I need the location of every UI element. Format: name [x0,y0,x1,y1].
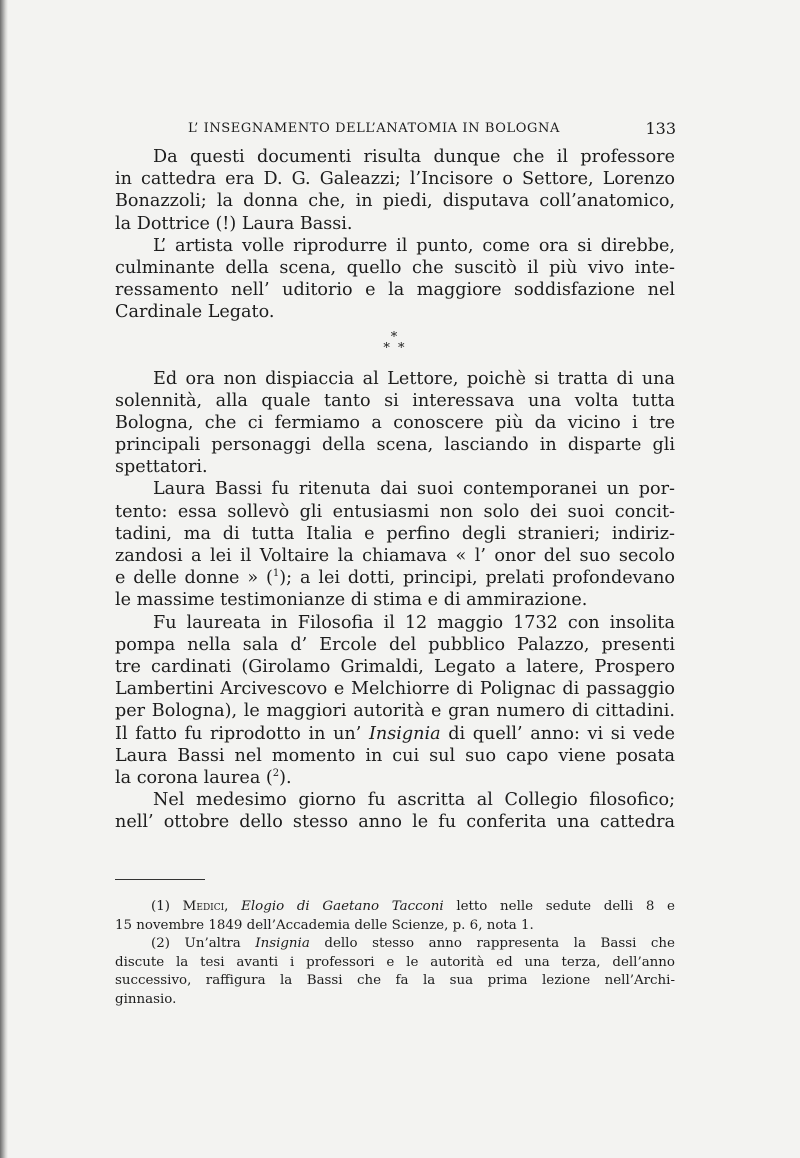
text-fragment: la corona laurea ( [115,767,273,788]
page-binding-shadow [0,0,8,1158]
text-line: principali personaggi della scena, lasciando in disparte gli [115,435,675,456]
text-line: zandosi a lei il Voltaire la chiamava « l’ onor del suo secolo [115,546,675,566]
text-line: tadini, ma di tutta Italia e perfino degli stranieri; indiriz- [115,523,675,544]
footnote-divider [115,879,205,880]
text-fragment: Un’altra [184,936,241,952]
body-text [115,146,675,833]
footnote-2 [115,935,675,1009]
text-line: la Dottrice (!) Laura Bassi. [115,213,353,234]
text-fragment: di quell’ anno: vi si vede [440,723,675,744]
footnote-line [115,898,675,917]
running-title: L’ INSEGNAMENTO DELL’ANATOMIA IN BOLOGNA [188,121,560,136]
text-line: nell’ ottobre dello stesso anno le fu conferita una cattedra [115,812,675,833]
text-line: Fu laureata in Filosofia il 12 maggio 1732 con insolita [153,612,675,633]
paragraph-6 [115,789,675,833]
footnote-ref-2[interactable]: 2 [272,768,280,780]
text-fragment: ); a lei dotti, principi, prelati profondevano [279,568,675,589]
asterism-bottom: * * [383,340,407,356]
italic-insignia: Insignia [368,723,441,744]
text-line: Da questi documenti risulta dunque che il professore [153,147,675,167]
footnote-line: ginnasio. [115,991,177,1007]
text-line: Bologna, che ci fermiamo a conoscere più da vicino i tre [115,412,675,433]
running-header [160,119,680,141]
text-line: Laura Bassi fu ritenuta dai suoi contemporanei un por- [153,479,675,500]
section-separator-asterism [115,324,675,368]
text-line [115,567,675,589]
footnote-author: Medici, [182,899,229,914]
text-line: Cardinale Legato. [115,302,275,323]
footnote-italic: Insignia [255,936,310,952]
text-line: Lambertini Arcivescovo e Melchiorre di Polignac di passaggio [115,679,675,700]
text-line: L’ artista volle riprodurre il punto, come ora si direbbe, [153,235,675,256]
text-line: spettatori. [115,457,208,478]
text-line [115,767,675,789]
text-fragment: letto nelle sedute delli 8 e [456,899,675,914]
text-fragment: Il fatto fu riprodotto in un’ [115,723,369,744]
footnote-work-title: Elogio di Gaetano Tacconi [241,899,444,914]
text-fragment: ). [279,767,292,788]
text-fragment: dello stesso anno rappresenta la Bassi che [324,936,675,952]
paragraph-1 [115,146,675,235]
text-line: per Bologna), le maggiori autorità e gran numero di cittadini. [115,701,675,722]
text-line: tre cardinati (Girolamo Grimaldi, Legato a latere, Prospero [115,656,675,677]
footnote-marker: (1) [151,899,170,914]
footnote-line [115,935,675,954]
text-line: pompa nella sala d’ Ercole del pubblico Palazzo, presenti [115,634,675,655]
paragraph-3 [115,368,675,479]
asterism-top: * [390,329,400,345]
paragraph-5 [115,612,675,790]
text-line: tento: essa sollevò gli entusiasmi non solo dei suoi concit- [115,501,675,522]
footnote-line: 15 novembre 1849 dell’Accademia delle Scienze, p. 6, nota 1. [115,917,534,933]
footnotes [115,898,675,1010]
paragraph-4 [115,478,675,611]
text-line: Laura Bassi nel momento in cui sul suo capo viene posata [115,745,675,766]
text-line: Nel medesimo giorno fu ascritta al Collegio filosofico; [153,790,675,811]
paragraph-2 [115,235,675,324]
text-line: culminante della scena, quello che suscitò il più vivo inte- [115,257,675,278]
text-line: Bonazzoli; la donna che, in piedi, disputava coll’anatomico, [115,191,675,212]
text-line: in cattedra era D. G. Galeazzi; l’Incisore o Settore, Lorenzo [115,169,675,190]
text-line: solennità, alla quale tanto si interessava una volta tutta [115,390,675,411]
footnote-1 [115,898,675,935]
footnote-marker: (2) [151,936,170,952]
text-fragment: e delle donne » ( [115,568,273,589]
text-line: Ed ora non dispiaccia al Lettore, poichè si tratta di una [153,368,675,389]
footnote-line: discute la tesi avanti i professori e le autorità ed una terza, dell’anno [115,954,675,970]
text-line [115,723,675,745]
text-line: le massime testimonianze di stima e di ammirazione. [115,590,588,611]
footnote-ref-1[interactable]: 1 [272,568,280,580]
footnote-line: successivo, raffigura la Bassi che fa la sua prima lezione nell’Archi- [115,973,675,989]
text-line: ressamento nell’ uditorio e la maggiore soddisfazione nel [115,280,675,301]
page-number: 133 [645,119,676,138]
